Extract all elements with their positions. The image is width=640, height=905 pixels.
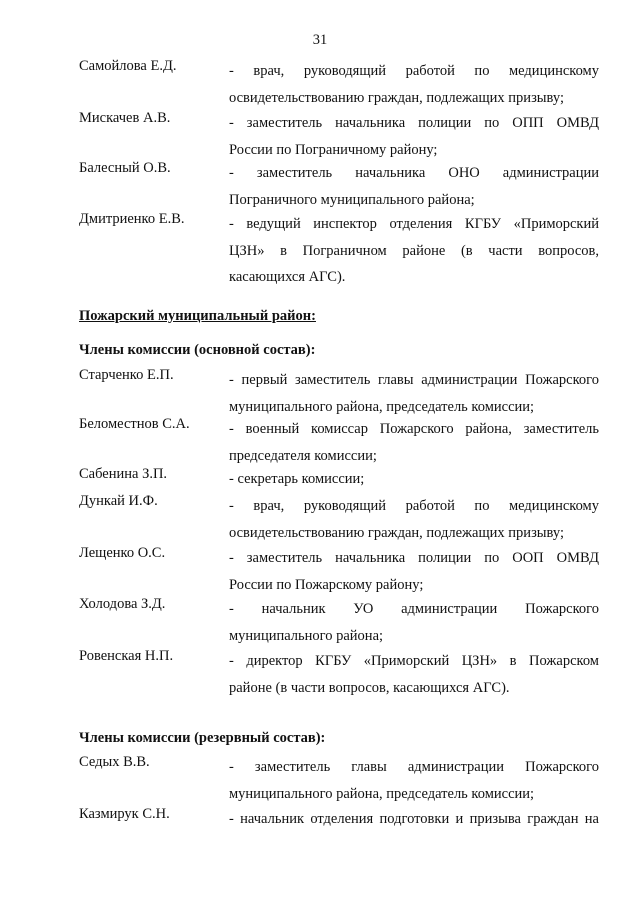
member-role — [229, 648, 599, 701]
role-line: - первый заместитель главы администрации Пожарского — [229, 372, 599, 388]
role-line: - начальник отделения подготовки и призыва граждан на — [229, 811, 599, 827]
page-number: 31 — [312, 32, 328, 48]
member-name: Дмитриенко Е.В. — [79, 211, 185, 227]
member-name: Холодова З.Д. — [79, 596, 166, 612]
role-line: - заместитель начальника ОНО администрации — [229, 165, 599, 181]
role-line: - военный комиссар Пожарского района, заместитель — [229, 421, 599, 437]
reserve-composition-heading: Члены комиссии (резервный состав): — [79, 730, 326, 746]
member-role — [229, 466, 599, 493]
member-role — [229, 806, 599, 833]
member-name: Казмирук С.Н. — [79, 806, 170, 822]
member-role — [229, 160, 599, 213]
main-composition-heading: Члены комиссии (основной состав): — [79, 342, 316, 358]
role-line: - заместитель начальника полиции по ОПП ОМВД — [229, 115, 599, 131]
member-name: Ровенская Н.П. — [79, 648, 174, 664]
member-name: Лещенко О.С. — [79, 545, 166, 561]
role-line: - врач, руководящий работой по медицинскому — [229, 498, 599, 514]
member-role — [229, 545, 599, 598]
member-name: Беломестнов С.А. — [79, 416, 190, 432]
role-line: - ведущий инспектор отделения КГБУ «Приморский — [229, 216, 599, 232]
member-name: Седых В.В. — [79, 754, 150, 770]
role-line: освидетельствованию граждан, подлежащих призыву; — [229, 89, 564, 106]
member-name: Сабенина З.П. — [79, 466, 168, 482]
district-heading: Пожарский муниципальный район: — [79, 308, 316, 324]
role-line: ЦЗН» в Пограничном районе (в части вопросов, — [229, 242, 599, 259]
role-line: председателя комиссии; — [229, 447, 377, 464]
member-name: Мискачев А.В. — [79, 110, 171, 126]
role-line: муниципального района, председатель комиссии; — [229, 785, 535, 802]
member-role — [229, 754, 599, 807]
role-line: освидетельствованию граждан, подлежащих призыву; — [229, 524, 564, 541]
role-line: - начальник УО администрации Пожарского — [229, 601, 599, 617]
role-line: - заместитель начальника полиции по ООП ОМВД — [229, 550, 599, 566]
role-line: - директор КГБУ «Приморский ЦЗН» в Пожарском — [229, 653, 599, 669]
role-line: касающихся АГС). — [229, 269, 346, 285]
member-name: Балесный О.В. — [79, 160, 171, 176]
role-line: муниципального района, председатель комиссии; — [229, 398, 535, 415]
member-role — [229, 211, 599, 291]
member-name: Старченко Е.П. — [79, 367, 174, 383]
role-line: - заместитель главы администрации Пожарского — [229, 759, 599, 775]
role-line: - секретарь комиссии; — [229, 471, 365, 487]
role-line: районе (в части вопросов, касающихся АГС). — [229, 679, 510, 696]
member-name: Дункай И.Ф. — [79, 493, 158, 509]
member-name: Самойлова Е.Д. — [79, 58, 177, 74]
member-role — [229, 110, 599, 163]
member-role — [229, 416, 599, 469]
member-role — [229, 58, 599, 111]
member-role — [229, 596, 599, 649]
role-line: России по Пограничному району; — [229, 141, 438, 158]
role-line: муниципального района; — [229, 627, 384, 644]
member-role — [229, 367, 599, 420]
member-role — [229, 493, 599, 546]
role-line: - врач, руководящий работой по медицинскому — [229, 63, 599, 79]
role-line: России по Пожарскому району; — [229, 576, 424, 593]
role-line: Пограничного муниципального района; — [229, 191, 475, 208]
